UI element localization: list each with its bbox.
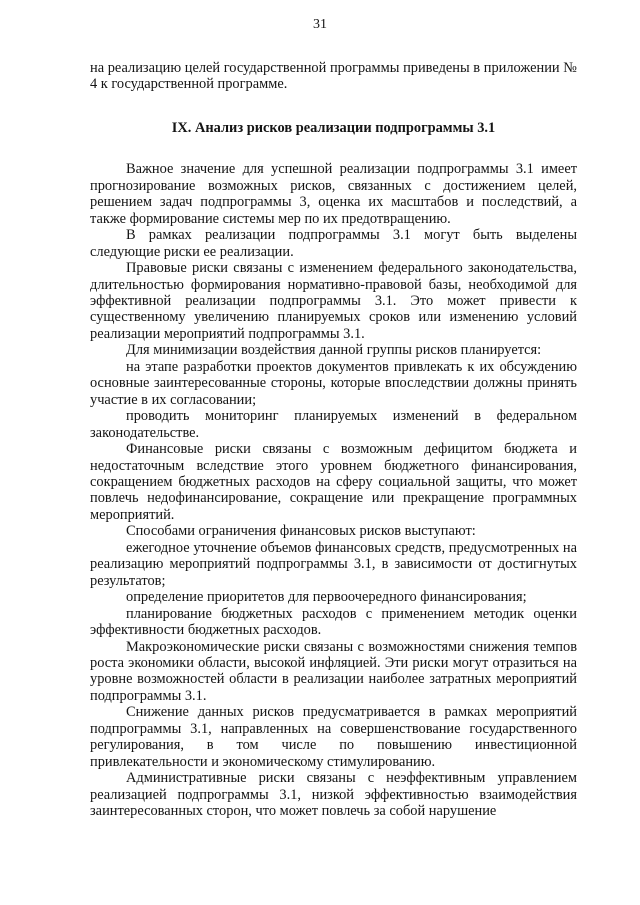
page-number: 31 <box>313 17 327 32</box>
section-heading: IX. Анализ рисков реализации подпрограммы 3.1 <box>171 119 496 136</box>
paragraph-financial-mitigation-item-1: ежегодное уточнение объемов финансовых средств, предусмотренных на реализацию мероприятий подпрограммы 3.1, в зависимости от достигнутых результатов; <box>90 539 577 589</box>
paragraph-financial-risks: Финансовые риски связаны с возможным дефицитом бюджета и недостаточным вследствие этого уровнем бюджетного финансирования, сокращением бюджетных расходов на сферу социальной защиты, что может повлечь недофинансирование, сокращение или прекращение программных мероприятий. <box>90 441 577 523</box>
paragraph-macroeconomic-mitigation: Снижение данных рисков предусматривается в рамках мероприятий подпрограммы 3.1, направленных на совершенствование государственного регулирования, в том числе по повышению инвестиционной привлекательности и экономическому стимулированию. <box>90 704 577 770</box>
paragraph-legal-mitigation-intro: Для минимизации воздействия данной группы рисков планируется: <box>126 342 542 359</box>
paragraph-importance-of-risk-forecasting: Важное значение для успешной реализации подпрограммы 3.1 имеет прогнозирование возможных рисков, связанных с достижением целей, решением задач подпрограммы 3, оценка их масштабов и последствий, а также формирование системы мер по их предотвращению. <box>90 161 577 227</box>
paragraph-risks-intro: В рамках реализации подпрограммы 3.1 могут быть выделены следующие риски ее реализации. <box>90 227 577 260</box>
paragraph-financial-mitigation-intro: Способами ограничения финансовых рисков выступают: <box>126 523 476 540</box>
paragraph-financial-mitigation-item-3: планирование бюджетных расходов с применением методик оценки эффективности бюджетных расходов. <box>90 605 577 639</box>
paragraph-legal-mitigation-item-1: на этапе разработки проектов документов привлекать к их обсуждению основные заинтересованные стороны, которые впоследствии должны принять участие в их согласовании; <box>90 358 577 408</box>
paragraph-macroeconomic-risks: Макроэкономические риски связаны с возможностями снижения темпов роста экономики области, высокой инфляцией. Эти риски могут отразиться на уровне возможностей области в реализации наиболее затратных мероприятий подпрограммы 3.1. <box>90 638 577 704</box>
paragraph-administrative-risks: Административные риски связаны с неэффективным управлением реализацией подпрограммы 3.1, низкой эффективностью взаимодействия заинтересованных сторон, что может повлечь за собой нарушение <box>90 770 577 820</box>
paragraph-legal-mitigation-item-2: проводить мониторинг планируемых изменений в федеральном законодательстве. <box>90 408 577 441</box>
continuation-paragraph: на реализацию целей государственной программы приведены в приложении № 4 к государственной программе. <box>90 60 577 93</box>
paragraph-financial-mitigation-item-2: определение приоритетов для первоочередного финансирования; <box>126 589 527 606</box>
paragraph-legal-risks: Правовые риски связаны с изменением федерального законодательства, длительностью формирования нормативно-правовой базы, необходимой для эффективной реализации подпрограммы 3.1. Это может привести к существенному увеличению планируемых сроков или изменению условий реализации мероприятий подпрограммы 3.1. <box>90 260 577 342</box>
page-body <box>90 60 577 819</box>
